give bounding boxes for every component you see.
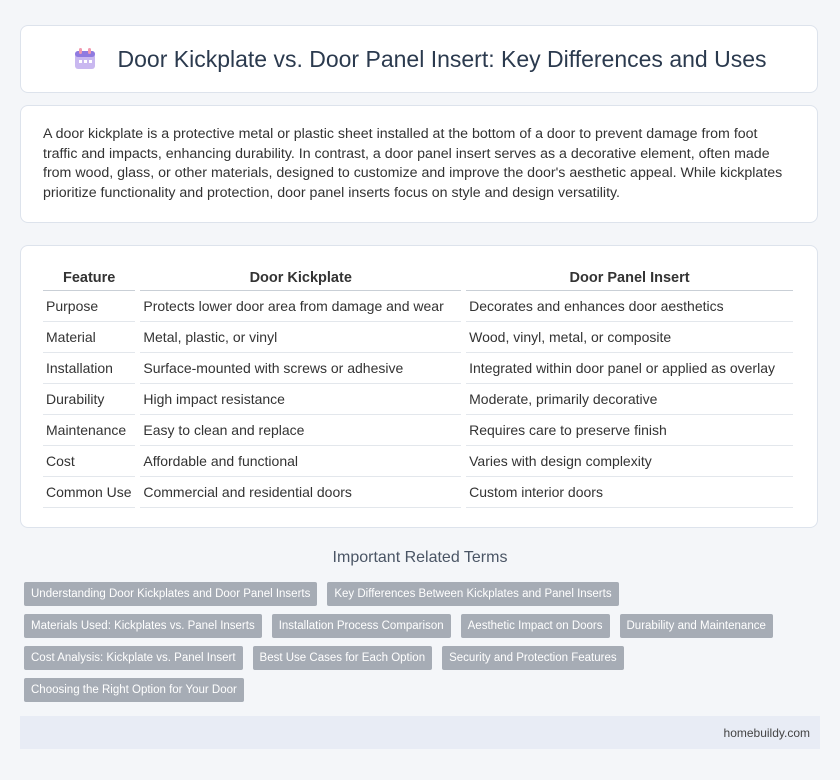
table-cell: High impact resistance: [140, 384, 461, 415]
table-cell: Wood, vinyl, metal, or composite: [466, 322, 793, 353]
table-header-row: [43, 268, 793, 291]
table-cell: Easy to clean and replace: [140, 415, 461, 446]
related-tags: [24, 582, 814, 710]
title-card: [20, 25, 818, 93]
page-title: [72, 46, 767, 73]
related-tag[interactable]: Best Use Cases for Each Option: [253, 646, 433, 670]
table-cell: Varies with design complexity: [466, 446, 793, 477]
table-cell: Material: [43, 322, 135, 353]
table-cell: Purpose: [43, 291, 135, 322]
related-tag[interactable]: Security and Protection Features: [442, 646, 623, 670]
related-tag[interactable]: Materials Used: Kickplates vs. Panel Inserts: [24, 614, 262, 638]
table-cell: Durability: [43, 384, 135, 415]
table-cell: Affordable and functional: [140, 446, 461, 477]
table-row: [43, 477, 793, 508]
table-cell: Metal, plastic, or vinyl: [140, 322, 461, 353]
comparison-card: [20, 245, 818, 528]
related-tag[interactable]: Cost Analysis: Kickplate vs. Panel Insert: [24, 646, 243, 670]
table-row: [43, 322, 793, 353]
comparison-table: [38, 268, 798, 508]
related-tag[interactable]: Durability and Maintenance: [620, 614, 773, 638]
table-row: [43, 353, 793, 384]
page-title-text: Door Kickplate vs. Door Panel Insert: Key Differences and Uses: [117, 45, 767, 72]
footer-site[interactable]: homebuildy.com: [723, 725, 810, 740]
table-cell: Protects lower door area from damage and wear: [140, 291, 461, 322]
related-tag[interactable]: Installation Process Comparison: [272, 614, 451, 638]
table-cell: Common Use: [43, 477, 135, 508]
table-cell: Moderate, primarily decorative: [466, 384, 793, 415]
table-row: [43, 291, 793, 322]
related-terms-title: Important Related Terms: [332, 549, 508, 566]
table-cell: Integrated within door panel or applied as overlay: [466, 353, 793, 384]
header-kickplate: Door Kickplate: [140, 268, 461, 291]
calendar-icon: [72, 46, 98, 72]
intro-text: A door kickplate is a protective metal or plastic sheet installed at the bottom of a door to prevent damage from foot traffic and impacts, enhancing durability. In contrast, a door panel insert serves as a decorative element, often made from wood, glass, or other materials, designed to customize and improve the door's aesthetic appeal. While kickplates prioritize functionality and protection, door panel inserts focus on style and design versatility.: [43, 126, 783, 201]
table-cell: Commercial and residential doors: [140, 477, 461, 508]
table-cell: Requires care to preserve finish: [466, 415, 793, 446]
table-cell: Decorates and enhances door aesthetics: [466, 291, 793, 322]
table-cell: Maintenance: [43, 415, 135, 446]
table-row: [43, 384, 793, 415]
header-feature: Feature: [43, 268, 135, 291]
table-cell: Installation: [43, 353, 135, 384]
footer: [20, 716, 820, 749]
related-tag[interactable]: Key Differences Between Kickplates and Panel Inserts: [327, 582, 618, 606]
related-tag[interactable]: Choosing the Right Option for Your Door: [24, 678, 244, 702]
table-cell: Surface-mounted with screws or adhesive: [140, 353, 461, 384]
intro-card: [20, 105, 818, 223]
header-panel-insert: Door Panel Insert: [466, 268, 793, 291]
table-cell: Custom interior doors: [466, 477, 793, 508]
table-row: [43, 446, 793, 477]
table-row: [43, 415, 793, 446]
related-tag[interactable]: Understanding Door Kickplates and Door Panel Inserts: [24, 582, 317, 606]
related-tag[interactable]: Aesthetic Impact on Doors: [461, 614, 610, 638]
table-cell: Cost: [43, 446, 135, 477]
